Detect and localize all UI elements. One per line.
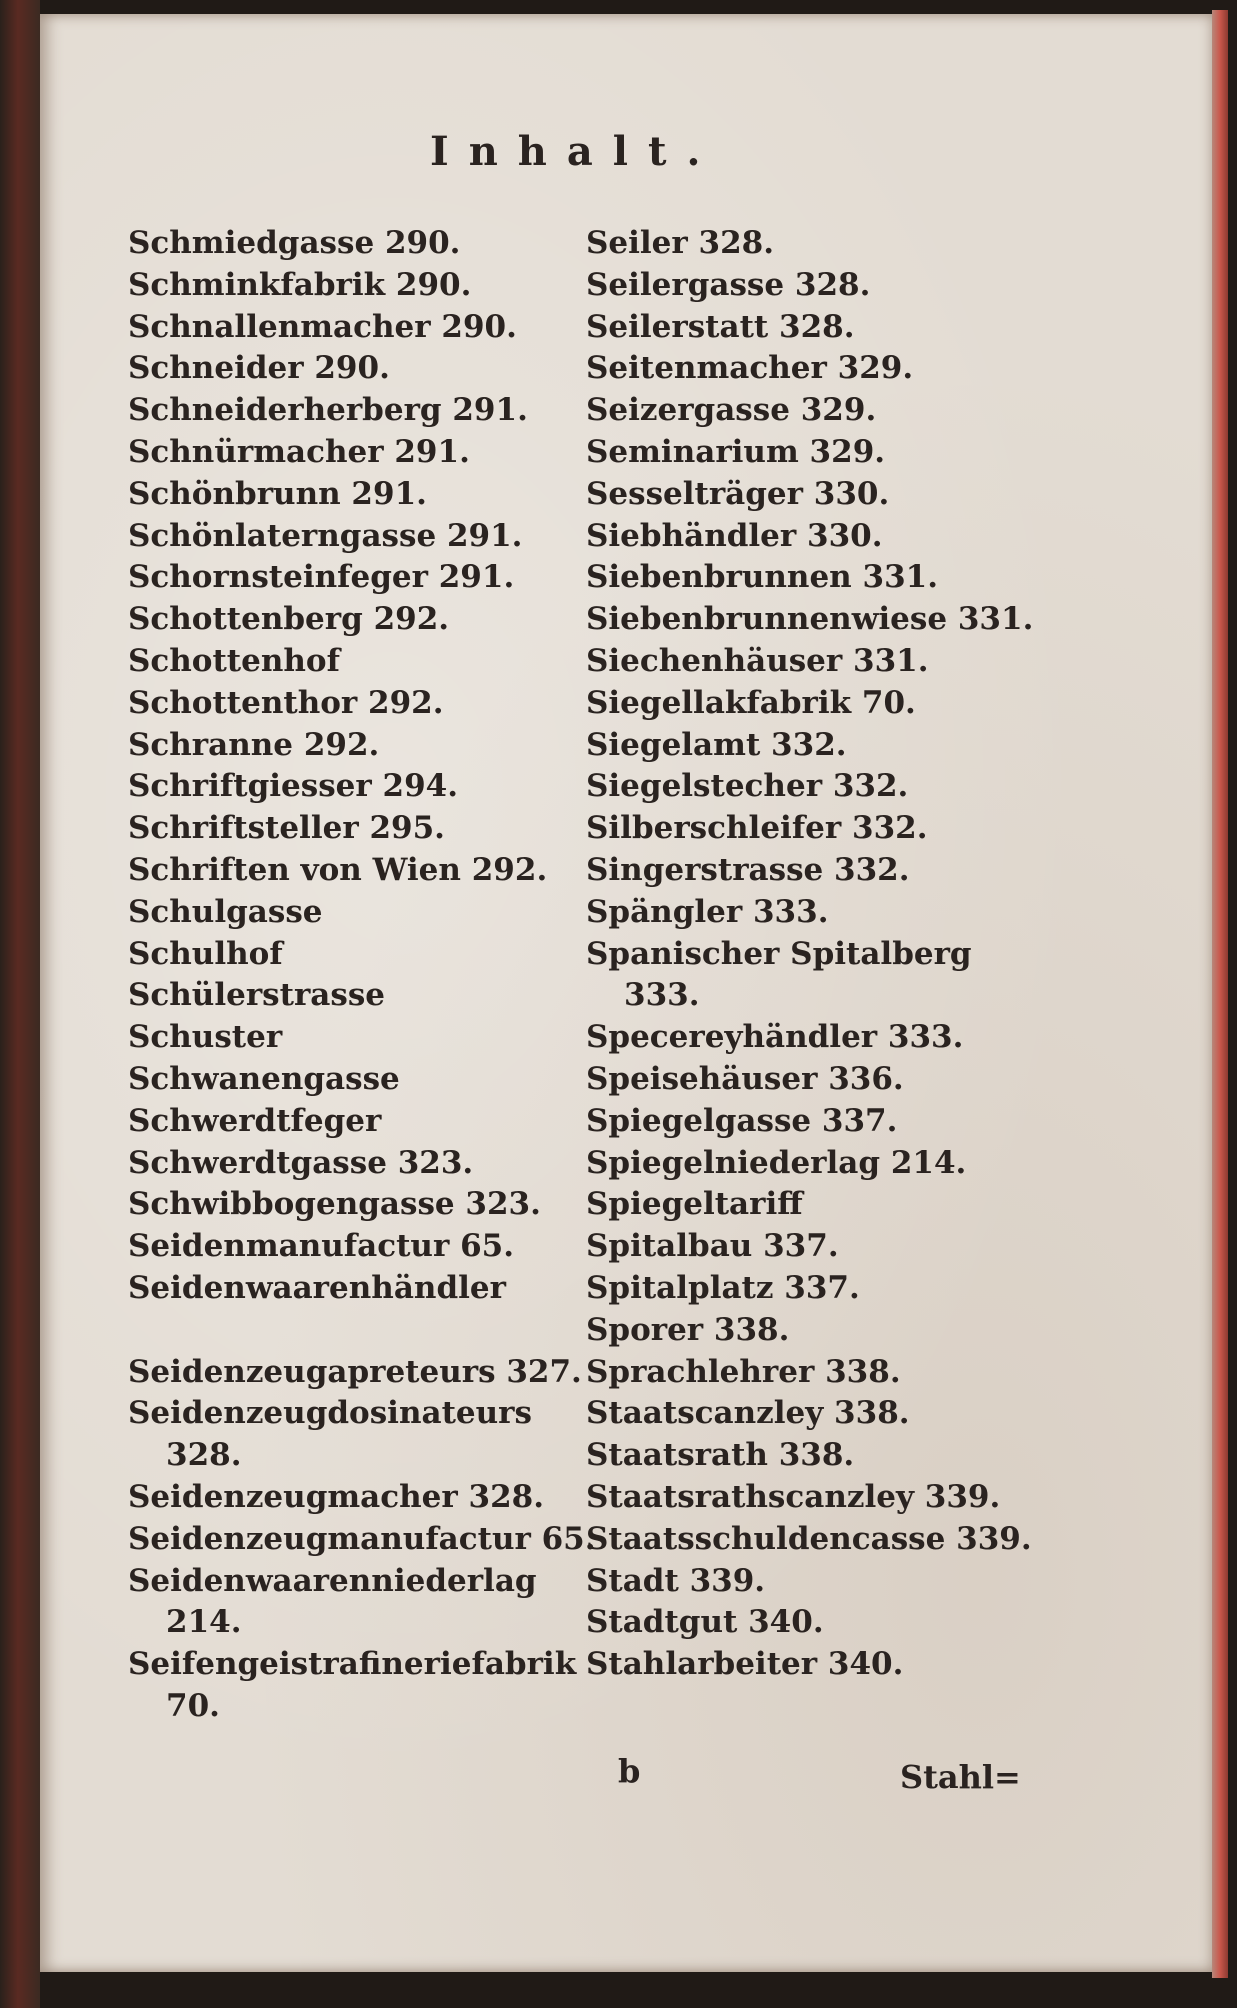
index-entry: Seidenzeugmacher 328. — [128, 1479, 545, 1515]
index-entry: Staatsrath 338. — [586, 1437, 855, 1474]
catchword: Stahl= — [900, 1758, 1021, 1796]
index-entry: 70. — [166, 1688, 220, 1724]
index-entry: 333. — [624, 977, 700, 1014]
index-entry: Spitalbau 337. — [586, 1228, 839, 1265]
index-entry: Schnallenmacher 290. — [128, 308, 517, 345]
index-entry: Spiegelniederlag 214. — [586, 1144, 967, 1181]
index-entry: Schönlaterngasse 291. — [128, 517, 523, 554]
index-entry: Speisehäuser 336. — [586, 1061, 904, 1097]
index-entry: Seidenwaarenhändler — [128, 1270, 506, 1306]
index-entry: Schriftsteller 295. — [128, 810, 445, 847]
index-entry: Seidenzeugdosinateurs — [128, 1395, 532, 1432]
index-entry: 328. — [166, 1437, 242, 1474]
index-entry: Schulgasse — [128, 893, 323, 930]
index-entry: Schulhof — [128, 935, 283, 972]
index-entry: Staatscanzley 338. — [586, 1395, 910, 1432]
index-entry: Spiegeltariff — [586, 1186, 803, 1223]
index-entry: Seitenmacher 329. — [586, 350, 914, 387]
index-entry: Schönbrunn 291. — [128, 475, 427, 512]
index-entry: Schottenhof — [128, 643, 340, 679]
index-entry: Seidenmanufactur 65. — [128, 1228, 515, 1265]
index-entry: Seminarium 329. — [586, 434, 886, 470]
index-entry: Siebhändler 330. — [586, 517, 883, 554]
index-entry: Singerstrasse 332. — [586, 852, 910, 888]
index-entry: Schneider 290. — [128, 350, 390, 387]
index-entry: Seidenzeugmanufactur 65. — [128, 1520, 596, 1557]
index-entry: Specereyhändler 333. — [586, 1019, 964, 1056]
index-entry: Staatsschuldencasse 339. — [586, 1520, 1032, 1557]
index-entry: Seiler 328. — [586, 225, 775, 261]
index-entry: Sprachlehrer 338. — [586, 1353, 901, 1390]
index-entry: Spiegelgasse 337. — [586, 1102, 898, 1139]
index-entry: Stadtgut 340. — [586, 1604, 824, 1641]
book-spine-edge — [0, 0, 40, 2008]
index-entry: Spanischer Spitalberg — [586, 935, 972, 972]
index-entry: Schornsteinfeger 291. — [128, 559, 515, 596]
index-entry: 214. — [166, 1604, 242, 1641]
index-entry: Schranne 292. — [128, 726, 380, 763]
index-entry: Schneiderherberg 291. — [128, 392, 528, 429]
index-entry: Spitalplatz 337. — [586, 1270, 860, 1306]
index-entry: Schwibbogengasse 323. — [128, 1186, 541, 1223]
index-entry: Schwanengasse — [128, 1061, 400, 1097]
index-entry: Stahlarbeiter 340. — [586, 1646, 904, 1683]
index-entry: Seilergasse 328. — [586, 266, 871, 303]
index-entry: Sporer 338. — [586, 1311, 790, 1348]
index-entry: Schminkfabrik 290. — [128, 266, 472, 303]
index-entry: Schottenberg 292. — [128, 601, 450, 638]
red-page-edge — [1212, 10, 1228, 1978]
index-entry: Seizergasse 329. — [586, 392, 877, 429]
index-entry: Spängler 333. — [586, 893, 829, 930]
index-entry: Siebenbrunnen 331. — [586, 559, 939, 596]
index-entry: Sesselträger 330. — [586, 475, 890, 512]
index-entry: Schülerstrasse — [128, 977, 385, 1014]
index-entry: Schwerdtfeger — [128, 1102, 382, 1139]
index-entry: Seilerstatt 328. — [586, 308, 855, 345]
index-entry: Siechenhäuser 331. — [586, 643, 929, 679]
index-entry: Siegelstecher 332. — [586, 768, 909, 805]
index-entry: Schmiedgasse 290. — [128, 225, 461, 261]
index-entry: Siegelamt 332. — [586, 726, 847, 763]
index-entry: Stadt 339. — [586, 1562, 766, 1599]
index-entry: Seidenzeugapreteurs 327. — [128, 1353, 582, 1390]
signature-mark: b — [618, 1752, 641, 1790]
index-entry: Schwerdtgasse 323. — [128, 1144, 474, 1181]
index-entry: Staatsrathscanzley 339. — [586, 1479, 1001, 1515]
index-entry: Schuster — [128, 1019, 283, 1056]
index-entry: Schnürmacher 291. — [128, 434, 470, 470]
index-entry: Siegellakfabrik 70. — [586, 684, 916, 721]
page-title: Inhalt. — [430, 128, 721, 175]
index-entry: Siebenbrunnenwiese 331. — [586, 601, 1034, 638]
index-entry: Schriften von Wien 292. — [128, 852, 548, 888]
index-entry: Schottenthor 292. — [128, 684, 444, 721]
index-entry: Schriftgiesser 294. — [128, 768, 458, 805]
index-entry: Silberschleifer 332. — [586, 810, 928, 847]
index-entry: Seifengeistrafineriefabrik — [128, 1646, 577, 1683]
index-entry: Seidenwaarenniederlag — [128, 1562, 537, 1599]
